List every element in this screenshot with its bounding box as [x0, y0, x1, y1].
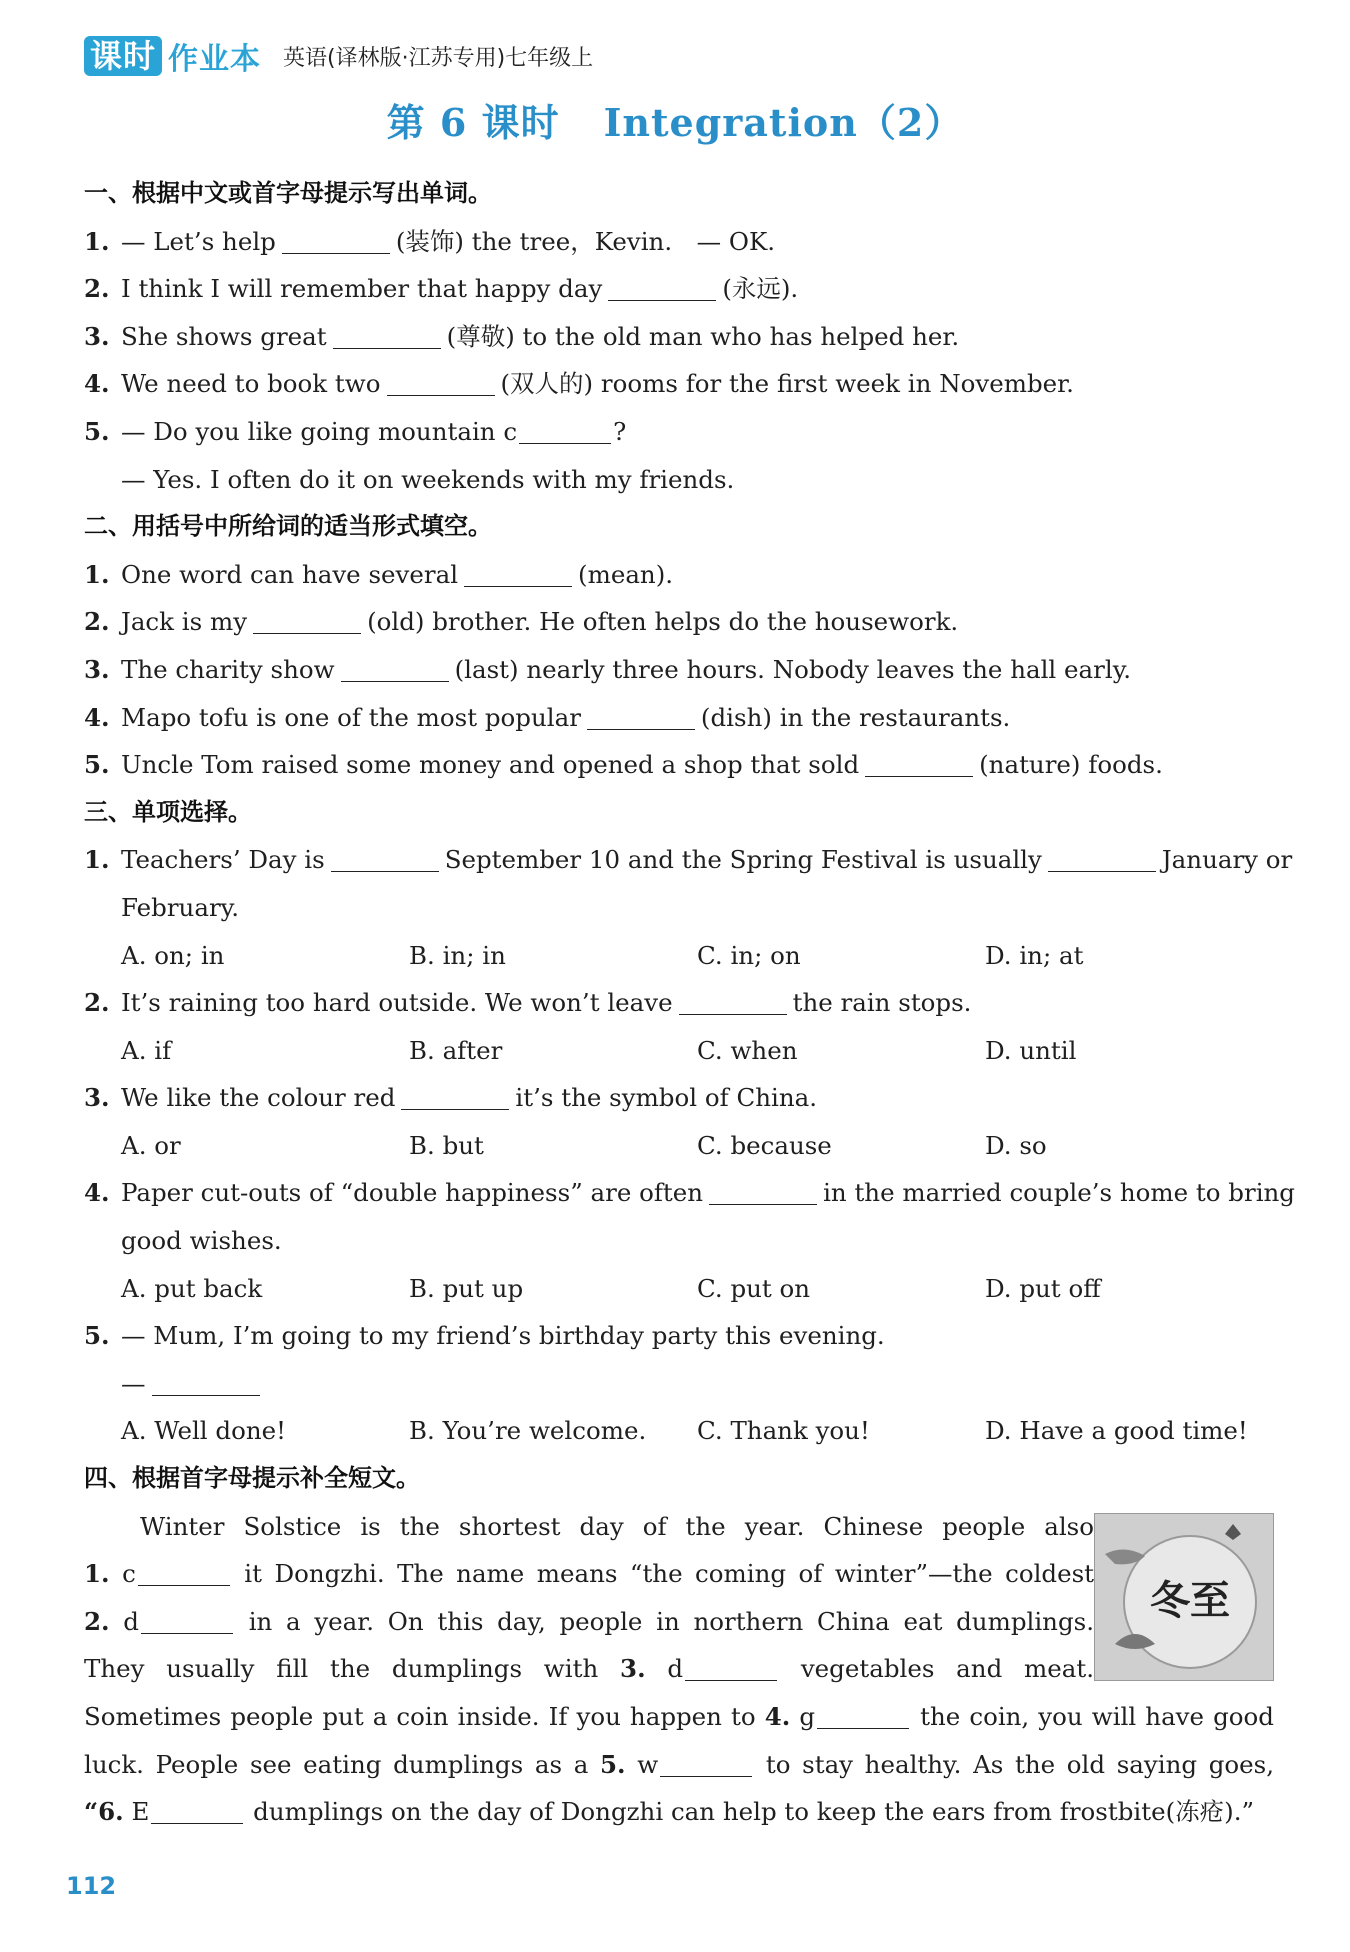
option-c[interactable]: C. when	[697, 1035, 798, 1065]
option-c[interactable]: C. Thank you!	[697, 1416, 870, 1446]
passage-line: luck. People see eating dumplings as a 5. w to stay healthy. As the old saying goes,	[84, 1741, 1274, 1789]
passage-line: 2. d in a year. On this day, people in northern China eat dumplings.	[84, 1598, 1094, 1646]
option-b[interactable]: B. put up	[409, 1273, 524, 1303]
option-d[interactable]: D. until	[985, 1035, 1077, 1065]
option-a[interactable]: A. or	[121, 1130, 181, 1160]
answer-blank[interactable]	[341, 651, 449, 682]
question-reply: — Yes. I often do it on weekends with my friends.	[121, 464, 735, 494]
answer-blank[interactable]	[519, 413, 611, 444]
answer-blank[interactable]	[608, 270, 716, 301]
question: 2. I think I will remember that happy day (永远).	[84, 265, 1274, 313]
option-b[interactable]: B. You’re welcome.	[409, 1416, 647, 1446]
question-continuation: good wishes.	[121, 1226, 282, 1256]
question: 3. We like the colour red it’s the symbol of China.	[84, 1074, 1274, 1122]
reply-line: —	[84, 1360, 1274, 1408]
page-title	[0, 92, 1350, 147]
options-row	[84, 1407, 1274, 1455]
question: 4. We need to book two (双人的) rooms for the first week in November.	[84, 360, 1274, 408]
option-b[interactable]: B. in; in	[409, 940, 506, 970]
answer-blank[interactable]	[253, 603, 361, 634]
options-row	[84, 1122, 1274, 1170]
answer-blank[interactable]	[333, 318, 441, 349]
question: 1. One word can have several (mean).	[84, 551, 1274, 599]
section-heading-2: 二、用括号中所给词的适当形式填空。	[84, 512, 492, 541]
question: 2. Jack is my (old) brother. He often helps do the housework.	[84, 598, 1274, 646]
section-heading-1: 一、根据中文或首字母提示写出单词。	[84, 179, 492, 207]
option-d[interactable]: D. in; at	[985, 940, 1084, 970]
answer-blank[interactable]	[865, 746, 973, 777]
option-d[interactable]: D. put off	[985, 1273, 1101, 1303]
answer-blank[interactable]	[587, 699, 695, 730]
passage-line: They usually fill the dumplings with 3. d vegetables and meat.	[84, 1645, 1094, 1693]
section-heading-4: 四、根据首字母提示补全短文。	[84, 1464, 420, 1493]
winter-solstice-image	[1095, 1514, 1273, 1680]
option-c[interactable]: C. in; on	[697, 940, 801, 970]
question: 5. Uncle Tom raised some money and opened a shop that sold (nature) foods.	[84, 741, 1274, 789]
question: 1. — Let’s help (装饰) the tree，Kevin. — OK.	[84, 218, 1274, 266]
brand-header	[84, 34, 593, 78]
answer-blank[interactable]	[1048, 841, 1156, 872]
answer-blank[interactable]	[141, 1603, 233, 1634]
passage-line: Sometimes people put a coin inside. If you happen to 4. g the coin, you will have good	[84, 1693, 1274, 1741]
question: 2. It’s raining too hard outside. We won’t leave the rain stops.	[84, 979, 1274, 1027]
answer-blank[interactable]	[401, 1079, 509, 1110]
question: 4. Paper cut-outs of “double happiness” are often in the married couple’s home to bring	[84, 1169, 1274, 1217]
options-row	[84, 1027, 1274, 1075]
exercise-content	[84, 170, 1295, 1836]
options-row	[84, 1265, 1274, 1313]
passage-line: “6. E dumplings on the day of Dongzhi can help to keep the ears from frostbite(冻疮).”	[84, 1788, 1274, 1836]
question: 5. — Do you like going mountain c ?	[84, 408, 1274, 456]
answer-blank[interactable]	[679, 984, 787, 1015]
option-b[interactable]: B. after	[409, 1035, 503, 1065]
question: 4. Mapo tofu is one of the most popular (dish) in the restaurants.	[84, 694, 1274, 742]
page-number: 112	[66, 1872, 117, 1900]
question: 1. Teachers’ Day is September 10 and the Spring Festival is usually January or	[84, 836, 1274, 884]
option-c[interactable]: C. put on	[697, 1273, 811, 1303]
lesson-number: 第 6 课时	[386, 100, 560, 145]
image-text: 冬至	[1150, 1576, 1230, 1624]
answer-blank[interactable]	[151, 1793, 243, 1824]
option-c[interactable]: C. because	[697, 1130, 832, 1160]
passage-line: 1. c it Dongzhi. The name means “the coming of winter”—the coldest	[84, 1550, 1094, 1598]
cloze-passage	[84, 1503, 1274, 1836]
answer-blank[interactable]	[138, 1555, 230, 1586]
question-continuation: February.	[121, 892, 240, 922]
option-b[interactable]: B. but	[409, 1130, 484, 1160]
option-d[interactable]: D. Have a good time!	[985, 1416, 1248, 1446]
answer-blank[interactable]	[387, 365, 495, 396]
lesson-topic: Integration（2）	[603, 100, 964, 145]
answer-blank[interactable]	[152, 1365, 260, 1396]
logo-text: 作业本	[168, 42, 262, 77]
option-d[interactable]: D. so	[985, 1130, 1047, 1160]
book-info: 英语(译林版·江苏专用)七年级上	[283, 45, 594, 71]
option-a[interactable]: A. if	[121, 1035, 172, 1065]
question: 3. She shows great (尊敬) to the old man who has helped her.	[84, 313, 1274, 361]
answer-blank[interactable]	[331, 841, 439, 872]
options-row	[84, 932, 1274, 980]
dongzhi-illustration	[1094, 1513, 1274, 1681]
question: 5. — Mum, I’m going to my friend’s birthday party this evening.	[84, 1321, 885, 1351]
question: 3. The charity show (last) nearly three hours. Nobody leaves the hall early.	[84, 646, 1274, 694]
passage-line: Winter Solstice is the shortest day of the year. Chinese people also	[140, 1511, 1094, 1541]
answer-blank[interactable]	[660, 1746, 752, 1777]
answer-blank[interactable]	[282, 223, 390, 254]
option-a[interactable]: A. put back	[121, 1273, 263, 1303]
answer-blank[interactable]	[817, 1698, 909, 1729]
answer-blank[interactable]	[464, 556, 572, 587]
section-heading-3: 三、单项选择。	[84, 797, 252, 826]
logo-mark: 课时	[84, 36, 162, 76]
answer-blank[interactable]	[709, 1174, 817, 1205]
answer-blank[interactable]	[685, 1650, 777, 1681]
option-a[interactable]: A. on; in	[121, 940, 225, 970]
option-a[interactable]: A. Well done!	[121, 1416, 286, 1446]
